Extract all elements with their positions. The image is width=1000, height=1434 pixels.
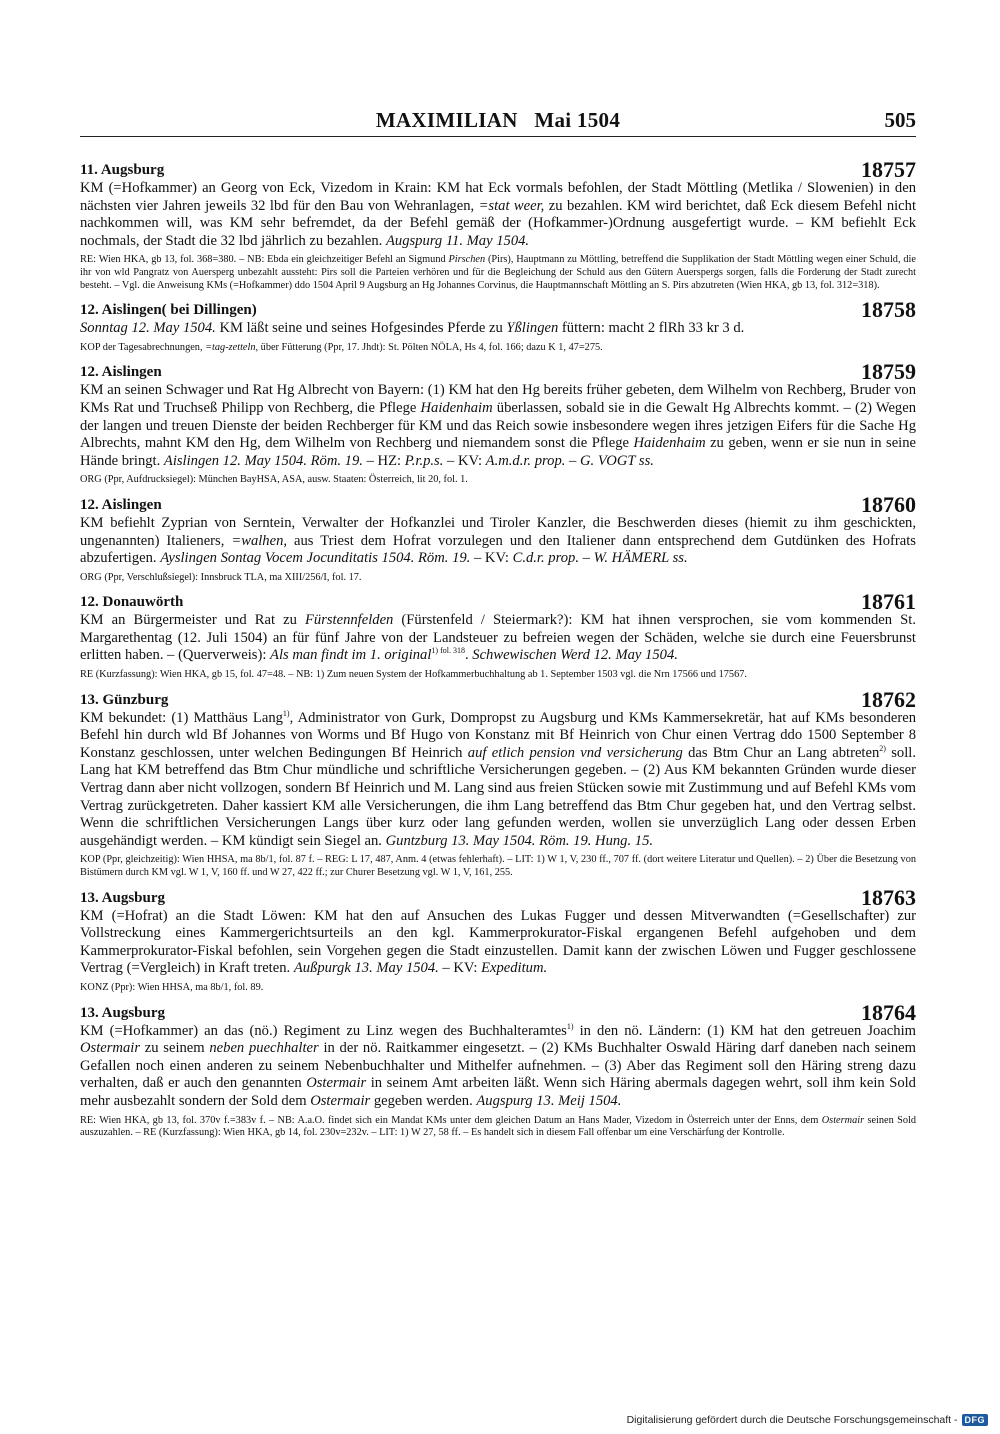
entry-body: KM befiehlt Zyprian von Serntein, Verwalter der Hofkanzlei und Tiroler Kanzler, die Beschwerden dieses (hiemit zu ihm geschickten, ungenannten) Italieners, =walhen, aus Triest dem Hofrat vorzulegen und den Italiener dann entsprechend dem Gutdünken des Hofrats abzufertigen. Ayslingen Sontag Vocem Jocunditatis 1504. Röm. 19. – KV: C.d.r. prop. – W. HÄMERL ss.: [80, 514, 916, 567]
page-header: [80, 104, 916, 140]
entry-source-note: ORG (Ppr, Verschlußsiegel): Innsbruck TLA, ma XIII/256/I, fol. 17.: [80, 571, 362, 583]
regest-entry: [80, 493, 916, 584]
entry-number: 18763: [861, 884, 916, 910]
entry-number: 18757: [861, 157, 916, 182]
entry-number: 18760: [861, 491, 916, 517]
entry-number: 18759: [861, 359, 916, 385]
entry-number: 18762: [861, 686, 916, 712]
regest-entry: [80, 688, 916, 880]
regest-list: [80, 158, 916, 1146]
regest-entry: [80, 298, 916, 354]
header-rule: [80, 136, 916, 137]
entry-date-place: 13. Augsburg: [80, 889, 166, 906]
entry-date-place: 11. Augsburg: [80, 162, 165, 178]
entry-date-place: 12. Aislingen( bei Dillingen): [80, 302, 257, 319]
regest-entry: [80, 360, 916, 487]
footer: [627, 1414, 988, 1426]
entry-heading: [80, 1001, 916, 1023]
entry-number: 18758: [861, 297, 916, 323]
entry-body: KM an Bürgermeister und Rat zu Fürstennfelden (Fürstenfeld / Steiermark?): KM hat ihnen versprochen, sie vom kommenden St. Margarethentag (12. Juli 1504) an für fünf Jahre von der Landsteuer zu befreien wegen der Schäden, welche sie durch eine Feuersbrunst erlitten haben. – (Querverweis): Als man findt im 1. original$^{1) fol. 318}$. Schwewischen Werd 12. May 1504.: [80, 612, 916, 664]
entry-date-place: 13. Augsburg: [80, 1004, 166, 1021]
entry-body: KM (=Hofkammer) an das (nö.) Regiment zu Linz wegen des Buchhalteramtes$^{1)}$ in den nö. Ländern: (1) KM hat den getreuen Joachim Ostermair zu seinem neben puechhalter in der nö. Raitkammer eingesetzt. – (2) KMs Buchhalter Oswald Häring darf daneben nach seinem Gefallen noch einen anderen zu seinem Nebenbuchhalter und Mithelfer aufnehmen. – (3) Aber das Regiment soll den Häring streng dazu verhalten, daß er auch den genannten Ostermair in seinem Amt arbeiten läßt. Wenn sich Häring abermals dagegen wehrt, soll ihm kein Sold mehr ausbezahlt sondern der Sold dem Ostermair gegeben werden. Augspurg 13. Meij 1504.: [80, 1021, 916, 1109]
entry-date-place: 12. Aislingen: [80, 496, 162, 513]
entry-body: KM (=Hofrat) an die Stadt Löwen: KM hat den auf Ansuchen des Lukas Fugger und dessen Mitverwandten (=Gesellschafter) zur Vollstreckung eines Kammergerichtsurteils an den kgl. Kammerprokurator-Fiskal ergangenen Befehl aufgehoben und dem Kammerprokurator-Fiskal befohlen, sein Vorgehen gegen die Stadt einzustellen. Damit kann der zwischen Löwen und Fugger geschlossene Vertrag (=Vergleich) in Kraft treten. Außpurgk 13. May 1504. – KV: Expeditum.: [80, 907, 916, 977]
entry-source-note: RE (Kurzfassung): Wien HKA, gb 15, fol. 47=48. – NB: 1) Zum neuen System der Hofkammerbuchhaltung ab 1. September 1503 vgl. die Nrn 17566 und 17567.: [80, 669, 747, 681]
entry-source-note: RE: Wien HKA, gb 13, fol. 370v f.=383v f. – NB: A.a.O. findet sich ein Mandat KMs unter dem gleichen Datum an Hans Mader, Vizedom in Österreich unter der Enns, dem Ostermair seinen Sold auszuzahlen. – RE (Kurzfassung): Wien HKA, gb 14, fol. 230v=232v. – LIT: 1) W 27, 58 ff. – Es handelt sich in diesem Fall offenbar um eine Verschärfung der Kontrolle.: [80, 1114, 916, 1139]
entry-body: KM an seinen Schwager und Rat Hg Albrecht von Bayern: (1) KM hat den Hg bereits früher gebeten, dem Wilhelm von Rechberg, Bruder von KMs Rat und Truchseß Philipp von Rechberg, die Pflege Haidenhaim überlassen, sobald sie in die Gewalt Hg Albrechts kommt. – (2) Wegen der langen und treuen Dienste der beiden Rechberger für KM und das Reich sowie insbesondere wegen ihres jetzigen Eifers für die Sache Hg Albrechts, mahnt KM den Hg, dem Wilhelm von Rechberg und niemandem sonst die Pflege Haidenhaim zu geben, wenn er sie nun in seine Hände bringt. Aislingen 12. May 1504. Röm. 19. – HZ: P.r.p.s. – KV: A.m.d.r. prop. – G. VOGT ss.: [80, 382, 916, 469]
regest-entry: [80, 1001, 916, 1140]
footer-text: Digitalisierung gefördert durch die Deutsche Forschungsgemeinschaft -: [626, 1414, 958, 1426]
entry-heading: [80, 688, 916, 710]
entry-source-note: KONZ (Ppr): Wien HHSA, ma 8b/1, fol. 89.: [80, 981, 264, 993]
entry-body: Sonntag 12. May 1504. KM läßt seine und seines Hofgesindes Pferde zu Yßlingen füttern: macht 2 flRh 33 kr 3 d.: [80, 320, 745, 337]
entry-date-place: 13. Günzburg: [80, 691, 169, 708]
entry-heading: [80, 297, 916, 323]
entry-heading: [80, 589, 916, 615]
regest-entry: [80, 886, 916, 995]
dfg-logo-icon: DFG: [962, 1414, 989, 1426]
entry-source-note: KOP (Ppr, gleichzeitig): Wien HHSA, ma 8b/1, fol. 87 f. – REG: L 17, 487, Anm. 4 (etwas fehlerhaft). – LIT: 1) W 1, V, 230 ff., 707 ff. (dort weitere Literatur und Quellen). – 2) Über die Besetzung von Bistümern durch KM vgl. W 1, V, 160 ff. und W 27, 422 ff.; zur Churer Besetzung vgl. W 1, V, 161, 255.: [80, 854, 916, 878]
entry-date-place: 12. Aislingen: [80, 364, 162, 381]
entry-heading: [80, 359, 916, 385]
entry-source-note: ORG (Ppr, Aufdrucksiegel): München BayHSA, ASA, ausw. Staaten: Österreich, lit 20, fol. 1.: [80, 474, 468, 486]
regest-entry: [80, 158, 916, 292]
entry-heading: [80, 493, 916, 515]
regest-entry: [80, 590, 916, 681]
entry-heading: [80, 158, 916, 180]
running-title: MAXIMILIAN Mai 1504: [375, 108, 621, 132]
entry-date-place: 12. Donauwörth: [80, 594, 184, 611]
page-number: 505: [884, 108, 916, 132]
entry-number: 18764: [861, 999, 916, 1025]
entry-body: KM (=Hofkammer) an Georg von Eck, Vizedom in Krain: KM hat Eck vormals befohlen, der Stadt Möttling (Metlika / Slowenien) in den nächsten vier Jahren jeweils 32 lbd für den Bau von Wehranlagen, =stat weer, zu bezahlen. KM wird berichtet, daß Eck diesem Befehl nicht nachkommen will, was KM sehr befremdet, da der Befehl gemäß der (Hofkammer-)Ordnung ausgefertigt wurde. – KM befiehlt Eck nochmals, der Stadt die 32 lbd jährlich zu bezahlen. Augspurg 11. May 1504.: [80, 180, 917, 249]
entry-source-note: KOP der Tagesabrechnungen, =tag-zetteln, über Fütterung (Ppr, 17. Jhdt): St. Pölten NÖLA, Hs 4, fol. 166; dazu K 1, 47=275.: [80, 341, 603, 353]
entry-number: 18761: [861, 589, 916, 615]
entry-heading: [80, 886, 916, 908]
entry-body: KM bekundet: (1) Matthäus Lang$^{1)}$, Administrator von Gurk, Dompropst zu Augsburg und KMs Kammersekretär, hat auf KMs besonderen Befehl hin durch wld Bf Johannes von Worms und Bf Hugo von Konstanz mit Bf Heinrich von Chur einen Vertrag ddo 1500 September 8 Konstanz geschlossen, unter welchen Bedingungen Bf Heinrich auf etlich pension vnd versicherung das Btm Chur an Lang abtreten$^{2)}$ soll. Lang hat KM betreffend das Btm Chur mündliche und schriftliche Versicherungen gegeben. – (2) Aus KM bekannten Gründen wurde dieser Vertrag dann aber nicht vollzogen, sondern Bf Heinrich und M. Lang sind aus freien Stücken sowie mit Zustimmung und auf Befehl KMs vom Vertrag zurückgetreten. Daher kassiert KM alle Versicherungen, die ihm Lang betreffend das Btm Chur gegeben hat, und den Vertrag selbst. Wenn die schriftlichen Versicherungen Langs über kurz oder lang gefunden werden, wollen sie unverzüglich Lang oder dessen Erben ausgehändigt werden. – KM kündigt sein Siegel an. Guntzburg 13. May 1504. Röm. 19. Hung. 15.: [80, 708, 917, 849]
entry-source-note: RE: Wien HKA, gb 13, fol. 368=380. – NB: Ebda ein gleichzeitiger Befehl an Sigmund Pirschen (Pirs), Hauptmann zu Möttling, betreffend die Supplikation der Stadt Möttling wegen einer Schuld, die ihr von wld Pangratz von Auersperg unbezahlt aussteht: Pirs soll die Parteien verhören und für die Begleichung der Schuld aus den Gütern Auerspergs sorgen, falls die Forderung der Stadt zurecht besteht. – Vgl. die Anweisung KMs (=Hofkammer) ddo 1504 April 9 Augsburg an Hg Johannes Corvinus, die Hauptmannschaft Möttling an S. Pirs abzutreten (Wien HKA, gb 13, fol. 312=318).: [80, 254, 916, 291]
